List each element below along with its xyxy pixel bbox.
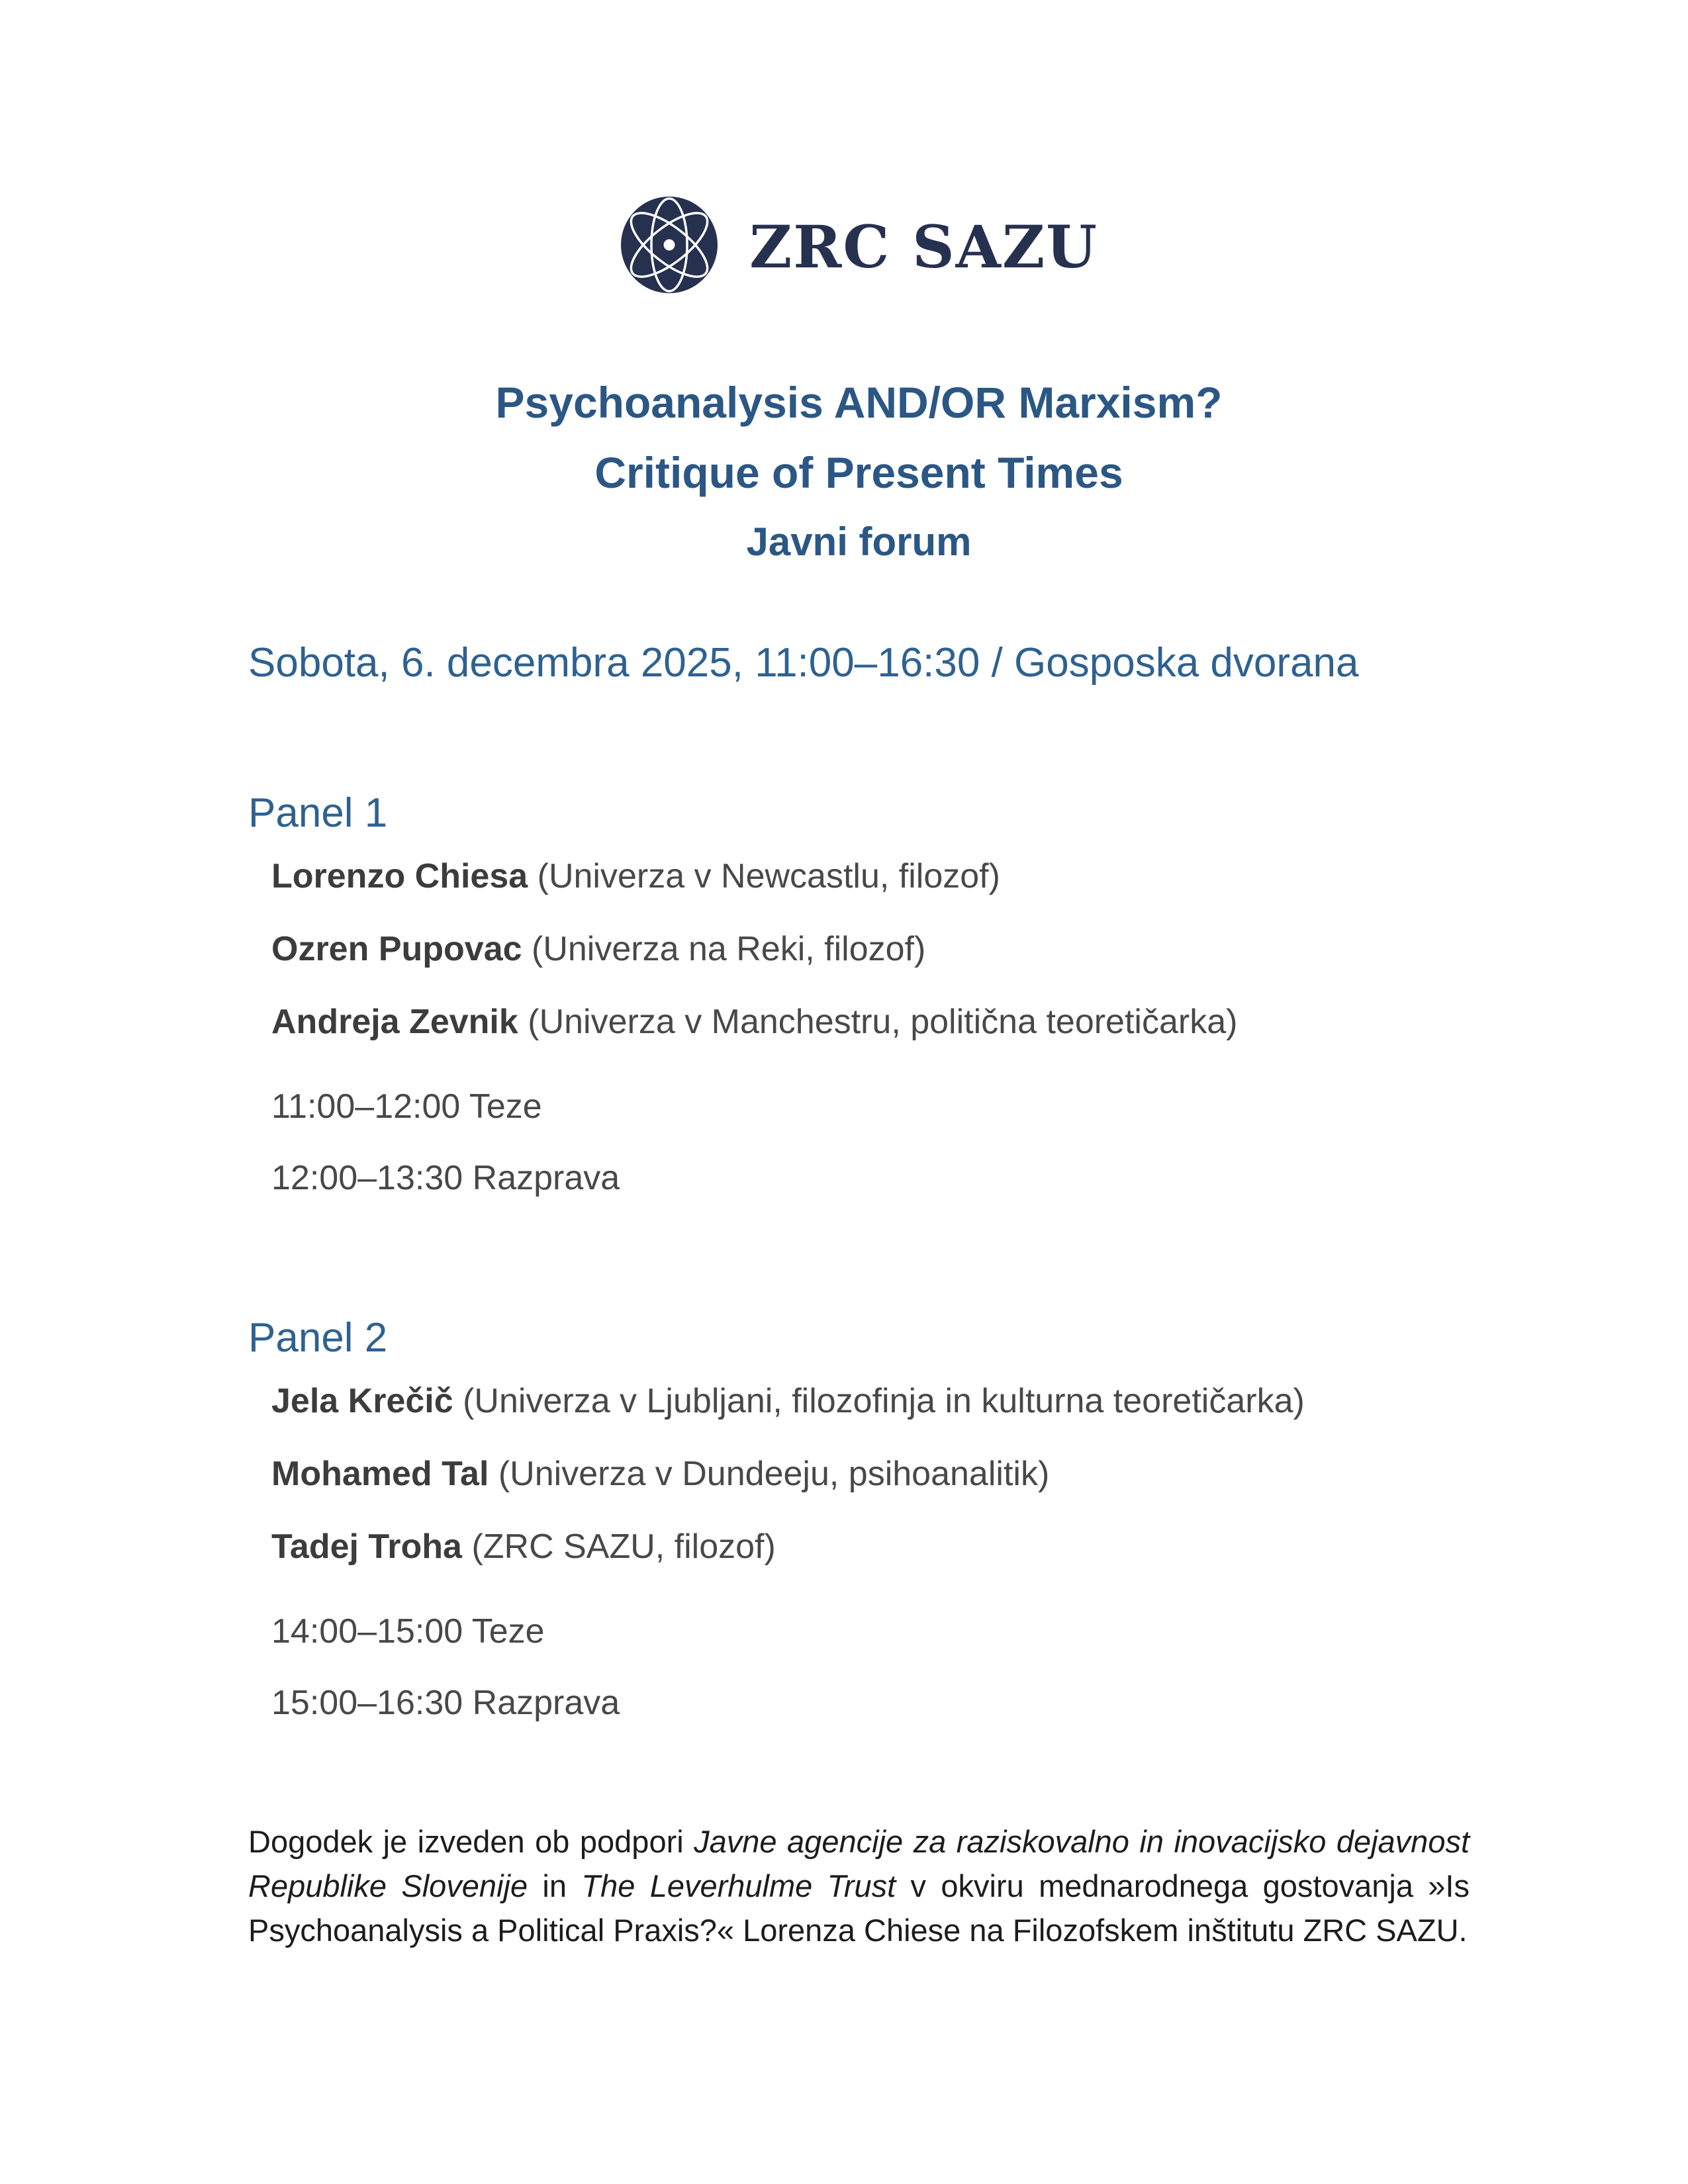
- event-datetime-venue: Sobota, 6. decembra 2025, 11:00–16:30 / Gosposka dvorana: [248, 640, 1359, 686]
- support-note-italic: The Leverhulme Trust: [581, 1868, 896, 1903]
- speaker-affiliation: (Univerza v Newcastlu, filozof): [537, 857, 1000, 895]
- schedule-time: 12:00–13:30: [271, 1159, 463, 1197]
- atom-orbits-icon: [620, 195, 719, 295]
- speaker-row: [248, 859, 1470, 893]
- support-note-italic: Javne agencije za raziskovalno in inovacijsko dejavnost Republike Slovenije: [248, 1824, 1470, 1903]
- speaker-name: Andreja Zevnik: [271, 1003, 518, 1041]
- speaker-row: [248, 1005, 1470, 1039]
- schedule-item: Teze: [469, 1087, 542, 1126]
- speaker-name: Jela Krečič: [271, 1382, 453, 1420]
- speaker-affiliation: (Univerza v Dundeeju, psihoanalitik): [498, 1455, 1050, 1493]
- speaker-row: [248, 1529, 1470, 1564]
- support-note-text: v okviru mednarodnega gostovanja »Is Psychoanalysis a Political Praxis?« Lorenza Chiese na Filozofskem inštitutu ZRC SAZU.: [248, 1868, 1470, 1948]
- speaker-affiliation: (ZRC SAZU, filozof): [471, 1527, 776, 1566]
- speaker-affiliation: (Univerza v Ljubljani, filozofinja in kulturna teoretičarka): [463, 1382, 1305, 1420]
- event-title-line-2: Critique of Present Times: [594, 448, 1123, 497]
- schedule-time: 11:00–12:00: [271, 1087, 461, 1126]
- schedule-item: Razprava: [472, 1684, 620, 1722]
- schedule-row: [248, 1089, 1470, 1124]
- schedule-time: 15:00–16:30: [271, 1684, 463, 1722]
- schedule-row: [248, 1161, 1470, 1195]
- support-note-text: Dogodek je izveden ob podpori: [248, 1824, 694, 1859]
- logo-wordmark: ZRC SAZU: [749, 212, 1098, 281]
- speaker-row: [248, 1384, 1470, 1418]
- panel-2-section: [248, 1315, 1470, 1722]
- panel-1-heading: Panel 1: [248, 790, 388, 836]
- schedule-row: [248, 1686, 1470, 1720]
- speaker-name: Lorenzo Chiesa: [271, 857, 528, 895]
- schedule-item: Teze: [471, 1612, 545, 1651]
- schedule-item: Razprava: [472, 1159, 620, 1197]
- speaker-name: Mohamed Tal: [271, 1455, 489, 1493]
- speaker-name: Tadej Troha: [271, 1527, 462, 1566]
- panel-1-section: [248, 790, 1470, 1197]
- schedule-time: 14:00–15:00: [271, 1612, 463, 1651]
- speaker-affiliation: (Univerza v Manchestru, politična teoretičarka): [528, 1003, 1238, 1041]
- panel-2-heading: Panel 2: [248, 1315, 388, 1361]
- schedule-row: [248, 1614, 1470, 1649]
- speaker-row: [248, 1457, 1470, 1491]
- speaker-name: Ozren Pupovac: [271, 930, 522, 968]
- event-subtitle: Javni forum: [746, 520, 972, 564]
- support-note: [248, 1819, 1470, 1952]
- zrc-sazu-logo: [248, 195, 1470, 295]
- event-title-line-1: Psychoanalysis AND/OR Marxism?: [495, 378, 1223, 427]
- speaker-row: [248, 932, 1470, 966]
- speaker-affiliation: (Univerza na Reki, filozof): [532, 930, 926, 968]
- title-block: [248, 378, 1470, 564]
- support-note-text: in: [528, 1868, 582, 1903]
